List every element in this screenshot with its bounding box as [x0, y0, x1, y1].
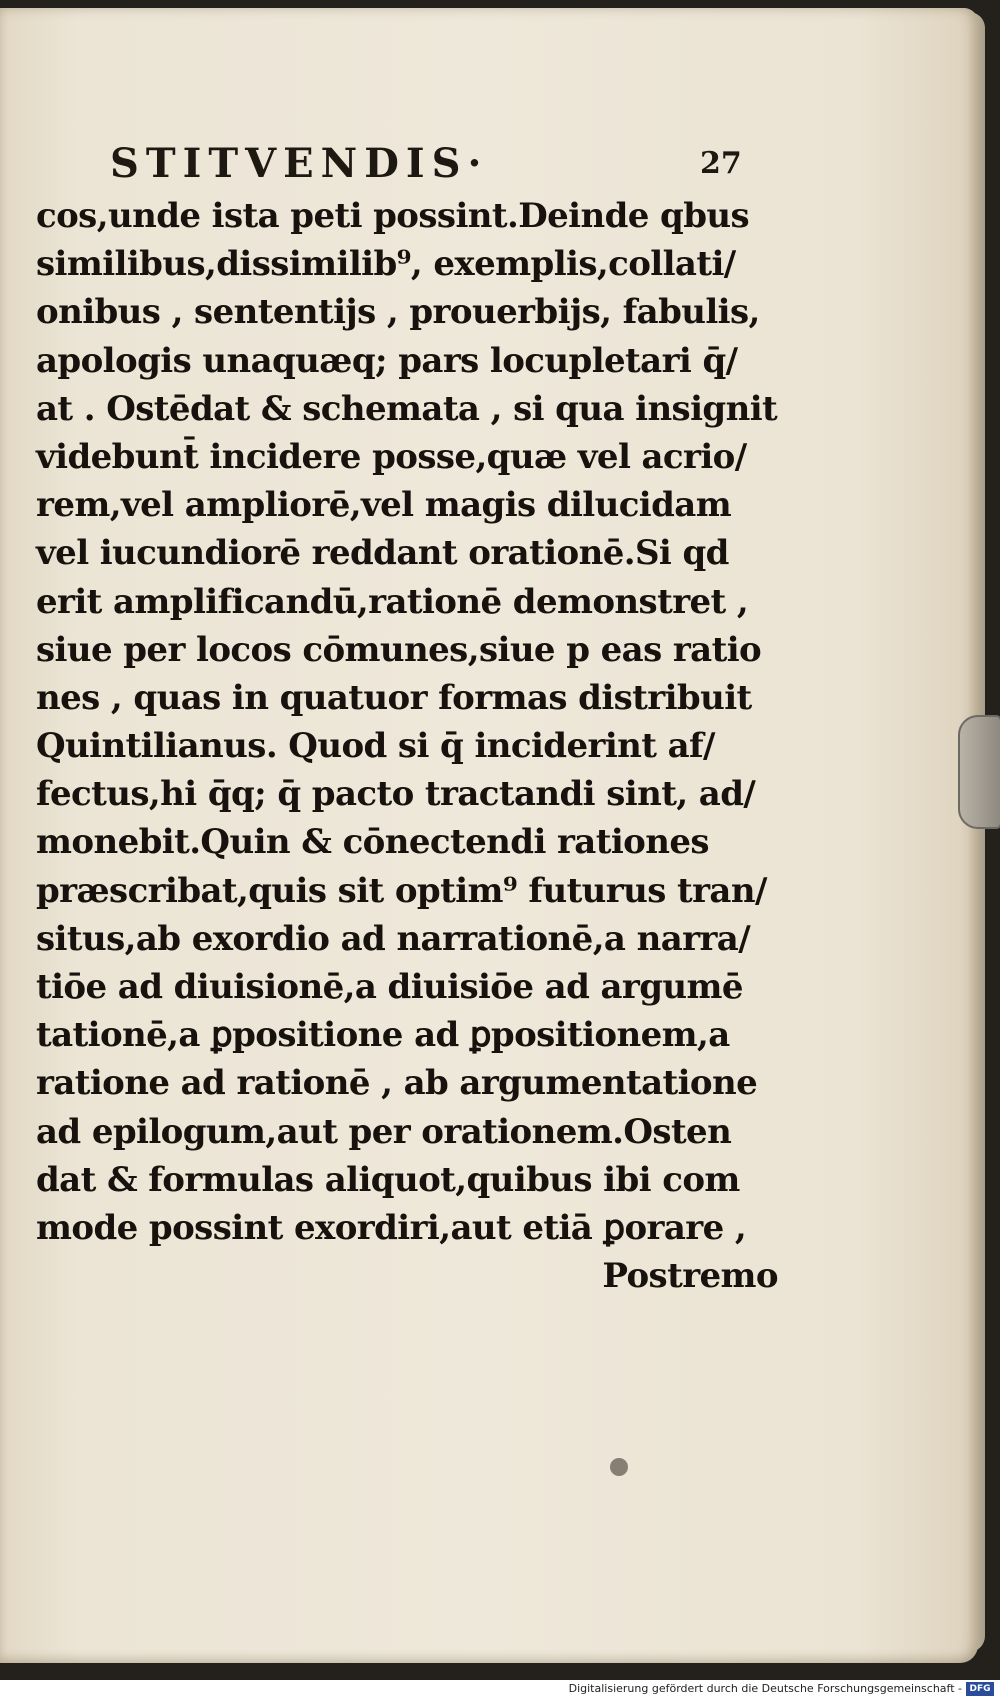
ink-spot [610, 1458, 628, 1476]
text-line: similibus,dissimilib⁹, exemplis,collati/ [36, 244, 736, 285]
text-line: cos,unde ista peti possint.Deinde qbus [36, 196, 750, 236]
text-line: ad epilogum,aut per orationem.Osten [36, 1111, 732, 1152]
text-line: apologis unaquæq; pars locupletari q̄/ [36, 340, 738, 381]
page-number: 27 [700, 146, 742, 181]
text-line: ratione ad rationē , ab argumentatione [36, 1063, 758, 1104]
text-line: monebit.Quin & cōnectendi rationes [36, 822, 709, 863]
text-line: erit amplificandū,rationē demonstret , [36, 581, 749, 622]
text-line: præscribat,quis sit optim⁹ futurus tran/ [36, 870, 767, 911]
text-line: mode possint exordiri,aut etiā ꝑorare , [36, 1207, 747, 1248]
text-line: dat & formulas aliquot,quibus ibi com [36, 1159, 740, 1200]
text-line: vel iucundiorē reddant orationē.Si qd [36, 533, 729, 574]
text-line: situs,ab exordio ad narrationē,a narra/ [36, 918, 751, 959]
footer-bar [0, 1680, 1000, 1700]
text-line: onibus , sententijs , prouerbijs, fabulis, [36, 292, 760, 333]
running-head [110, 140, 750, 190]
page-clip [958, 715, 1000, 829]
text-line: rem,vel ampliorē,vel magis dilucidam [36, 485, 732, 526]
text-line: fectus,hi q̄q; q̄ pacto tractandi sint, ad/ [36, 774, 756, 815]
funding-credit: Digitalisierung gefördert durch die Deutsche Forschungsgemeinschaft - [568, 1682, 962, 1695]
catchword: Postremo [602, 1256, 778, 1297]
text-line: siue per locos cōmunes,siue p eas ratio [36, 629, 762, 670]
text-block [36, 192, 796, 1300]
running-head-title: STITVENDIS· [110, 140, 489, 187]
text-line: at . Ostēdat & schemata , si qua insignit [36, 388, 778, 429]
text-line: tiōe ad diuisionē,a diuisiōe ad argumē [36, 967, 743, 1007]
text-line: tationē,a ꝑpositione ad ꝑpositionem,a [36, 1015, 730, 1056]
dfg-logo-icon: DFG [966, 1682, 994, 1696]
text-line: videbunt̄ incidere posse,quæ vel acrio/ [36, 436, 747, 477]
book-page [0, 8, 978, 1663]
text-line: Quintilianus. Quod si q̄ inciderint af/ [36, 726, 715, 767]
text-line: nes , quas in quatuor formas distribuit [36, 677, 752, 718]
